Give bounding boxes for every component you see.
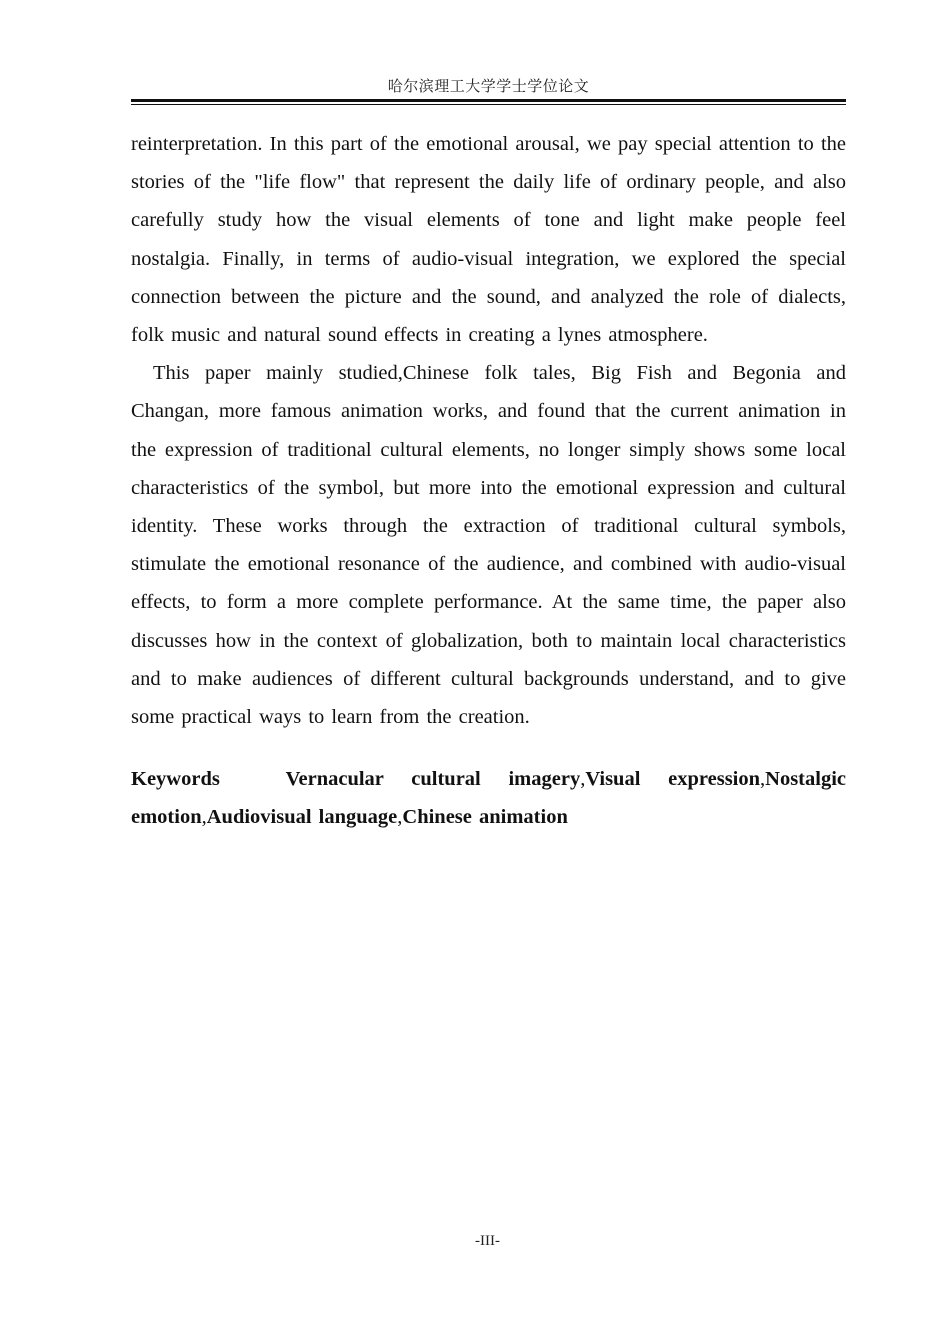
keyword-separator: , bbox=[397, 806, 403, 829]
paragraph-summary: This paper mainly studied,Chinese folk tales, Big Fish and Begonia and Changan, more famous animation works, and found that the current animation in the expression of traditional cultural elements, no longer simply shows some local characteristics of the symbol, but more into the emotional expression and cultural identity. These works through the extraction of traditional cultural symbols, stimulate the emotional resonance of the audience, and combined with audio-visual effects, to form a more complete performance. At the same time, the paper also discusses how in the context of globalization, both to maintain local characteristics and to make audiences of different cultural backgrounds understand, and to give some practical ways to learn from the creation. bbox=[131, 362, 846, 729]
page-number: -III- bbox=[475, 1233, 500, 1249]
keyword-item: Audiovisual language bbox=[206, 806, 398, 829]
header-title: 哈尔滨理工大学学士学位论文 bbox=[387, 79, 590, 95]
paragraph-continuation: reinterpretation. In this part of the emotional arousal, we pay special attention to the stories of the "life flow" that represent the daily life of ordinary people, and also carefully study how the visual elements of tone and light make people feel nostalgia. Finally, in terms of audio-visual integration, we explored the special connection between the picture and the sound, and analyzed the role of dialects, folk music and natural sound effects in creating a lynes atmosphere. bbox=[131, 133, 846, 347]
keyword-item: Nostalgic emotion bbox=[131, 768, 846, 829]
body-text bbox=[131, 125, 846, 837]
keywords-label: Keywords bbox=[131, 768, 220, 791]
keyword-separator: , bbox=[201, 806, 207, 829]
header-rule-thick bbox=[131, 99, 846, 102]
keyword-item: Chinese animation bbox=[402, 806, 568, 829]
keyword-separator: , bbox=[580, 768, 586, 791]
keyword-item: Vernacular cultural imagery bbox=[285, 768, 581, 791]
keywords-line bbox=[131, 760, 846, 836]
keyword-item: Visual expression bbox=[585, 768, 761, 791]
header-rule-thin bbox=[131, 104, 846, 105]
page-header bbox=[131, 76, 846, 98]
keyword-separator: , bbox=[760, 768, 766, 791]
